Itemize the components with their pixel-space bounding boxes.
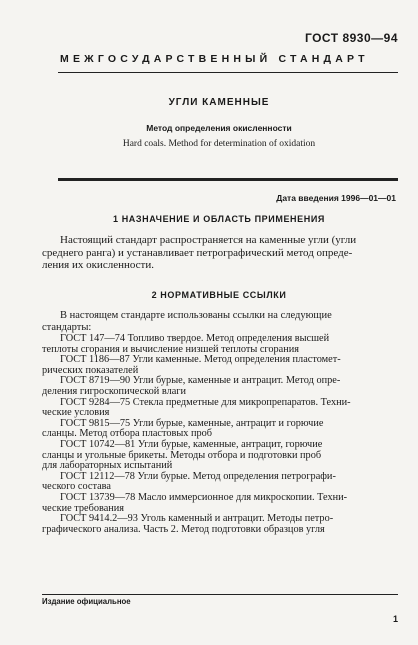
reference-item	[42, 398, 398, 419]
reference-line: ГОСТ 9414.2—93 Уголь каменный и антрацит. Методы петро-	[60, 513, 334, 525]
document-title: УГЛИ КАМЕННЫЕ	[168, 97, 270, 108]
reference-line: ГОСТ 9815—75 Угли бурые, каменные, антрацит и горючие	[60, 417, 324, 429]
reference-line: сланцы и угольные брикеты. Методы отбора и подготовки проб	[42, 449, 322, 461]
effective-date: Дата введения 1996—01—01	[276, 193, 396, 203]
page-number: 1	[392, 614, 398, 624]
reference-line: ГОСТ 1186—87 Угли каменные. Метод определения пластомет-	[60, 354, 341, 366]
reference-line: сланцы. Метод отбора пластовых проб	[42, 428, 213, 440]
edition-label: Издание официальное	[42, 597, 131, 606]
reference-line: ГОСТ 8719—90 Угли бурые, каменные и антрацит. Метод опре-	[60, 375, 341, 387]
reference-line: ГОСТ 147—74 Топливо твердое. Метод определения высшей	[60, 333, 330, 344]
reference-line: деления гигроскопической влаги	[42, 385, 187, 397]
reference-item	[42, 376, 398, 397]
gost-number: ГОСТ 8930—94	[304, 31, 398, 45]
section-2-intro-line: стандарты:	[42, 321, 92, 333]
section-2-heading: 2 НОРМАТИВНЫЕ ССЫЛКИ	[151, 290, 287, 300]
reference-item	[42, 472, 398, 493]
standard-type-banner: МЕЖГОСУДАРСТВЕННЫЙ СТАНДАРТ	[60, 53, 369, 65]
section-2-intro-line: В настоящем стандарте использованы ссылки на следующие	[60, 310, 332, 321]
reference-line: ческого состава	[42, 481, 111, 493]
reference-line: графического анализа. Часть 2. Метод подготовки образцов угля	[42, 523, 325, 535]
document-subtitle-en: Hard coals. Method for determination of oxidation	[122, 139, 316, 149]
reference-line: ГОСТ 10742—81 Угли бурые, каменные, антрацит, горючие	[60, 438, 323, 450]
section-1-line: среднего ранга) и устанавливает петрографический метод опреде-	[42, 246, 353, 259]
reference-line: ческие условия	[42, 407, 110, 419]
header-divider	[58, 72, 398, 73]
reference-line: ГОСТ 12112—78 Угли бурые. Метод определения петрографи-	[60, 470, 336, 482]
footer-divider	[42, 594, 398, 595]
reference-item	[42, 440, 398, 472]
reference-item	[42, 334, 398, 355]
title-divider	[58, 178, 398, 181]
section-1-heading: 1 НАЗНАЧЕНИЕ И ОБЛАСТЬ ПРИМЕНЕНИЯ	[113, 214, 325, 224]
reference-item	[42, 355, 398, 376]
reference-line: ческие требования	[42, 502, 125, 514]
references-list	[42, 334, 398, 535]
reference-line: для лабораторных испытаний	[42, 460, 173, 472]
section-1-body	[42, 234, 398, 272]
reference-line: ГОСТ 13739—78 Масло иммерсионное для микроскопии. Техни-	[60, 491, 348, 503]
section-2-intro	[42, 310, 398, 333]
document-subtitle-ru: Метод определения окисленности	[146, 123, 292, 133]
section-1-line: Настоящий стандарт распространяется на каменные угли (угли	[60, 234, 357, 246]
reference-line: рических показателей	[42, 364, 139, 376]
reference-item	[42, 514, 398, 535]
reference-item	[42, 493, 398, 514]
reference-line: ГОСТ 9284—75 Стекла предметные для микропрепаратов. Техни-	[60, 396, 351, 408]
reference-line: теплоты сгорания и вычисление низшей теплоты сгорания	[42, 343, 300, 355]
section-1-line: ления их окисленности.	[42, 259, 154, 271]
reference-item	[42, 419, 398, 440]
